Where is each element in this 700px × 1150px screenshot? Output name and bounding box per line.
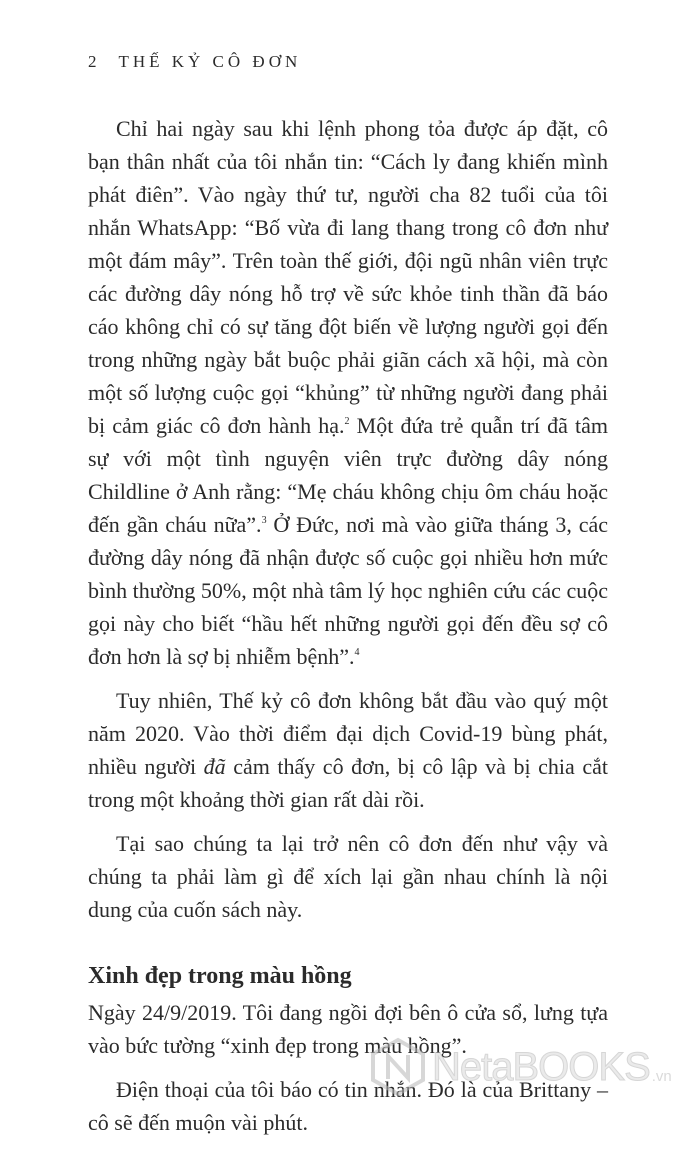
paragraph-text: Tuy nhiên, Thế kỷ cô đơn không bắt đầu vào quý một năm 2020. Vào thời điểm đại dịch Covid-19 bùng phát, nhiều người: [88, 688, 608, 779]
paragraph-text: Chỉ hai ngày sau khi lệnh phong tỏa được áp đặt, cô bạn thân nhất của tôi nhắn tin: “Cách ly đang khiến mình phát điên”. Vào ngày thứ tư, người cha 82 tuổi của tôi nhắn WhatsApp: “Bố vừa đi lang thang trong cô đơn như một đám mây”. Trên toàn thế giới, đội ngũ nhân viên trực các đường dây nóng hỗ trợ về sức khỏe tinh thần đã báo cáo không chỉ có sự tăng đột biến về lượng người gọi đến trong những ngày bắt buộc phải giãn cách xã hội, mà còn một số lượng cuộc gọi “khủng” từ những người đang phải bị cảm giác cô đơn hành hạ.: [88, 116, 608, 438]
page-body: [88, 112, 608, 1150]
emphasis: đã: [203, 754, 226, 779]
netabooks-logo-icon: [370, 1037, 426, 1097]
page-number: 2: [88, 52, 97, 71]
paragraph-5: Điện thoại của tôi báo có tin nhắn. Đó là của Brittany – cô sẽ đến muộn vài phút.: [88, 1077, 608, 1135]
paragraph-4: Ngày 24/9/2019. Tôi đang ngồi đợi bên ô cửa sổ, lưng tựa vào bức tường “xinh đẹp trong màu hồng”.: [88, 1000, 608, 1058]
watermark-tld: .vn: [651, 1068, 672, 1085]
watermark-brand: NetaBOOKS: [432, 1044, 650, 1089]
paragraph-text: Một đứa trẻ quẫn trí đã tâm sự với một tình nguyện viên trực đường dây nóng Childline ở Anh rằng: “Mẹ cháu không chịu ôm cháu hoặc đến gần cháu nữa”.: [88, 413, 608, 537]
footnote-marker: 2: [344, 416, 350, 427]
paragraph-text: Ở Đức, nơi mà vào giữa tháng 3, các đường dây nóng đã nhận được số cuộc gọi nhiều hơn mức bình thường 50%, một nhà tâm lý học nghiên cứu các cuộc gọi này cho biết “hầu hết những người gọi đến đều sợ cô đơn hơn là sợ bị nhiễm bệnh”.: [88, 512, 609, 669]
paragraph-2: [88, 684, 608, 816]
paragraph-text: cảm thấy cô đơn, bị cô lập và bị chia cắt trong một khoảng thời gian rất dài rồi.: [88, 754, 608, 812]
footnote-marker: 3: [261, 515, 267, 526]
section-heading: Xinh đẹp trong màu hồng: [88, 963, 352, 989]
paragraph-1: [88, 112, 608, 673]
paragraph-3: Tại sao chúng ta lại trở nên cô đơn đến như vậy và chúng ta phải làm gì để xích lại gần nhau chính là nội dung của cuốn sách này.: [88, 831, 608, 922]
watermark: [370, 1035, 700, 1099]
running-header: [88, 52, 301, 72]
book-title: THẾ KỶ CÔ ĐƠN: [118, 52, 302, 71]
footnote-marker: 4: [354, 647, 360, 658]
